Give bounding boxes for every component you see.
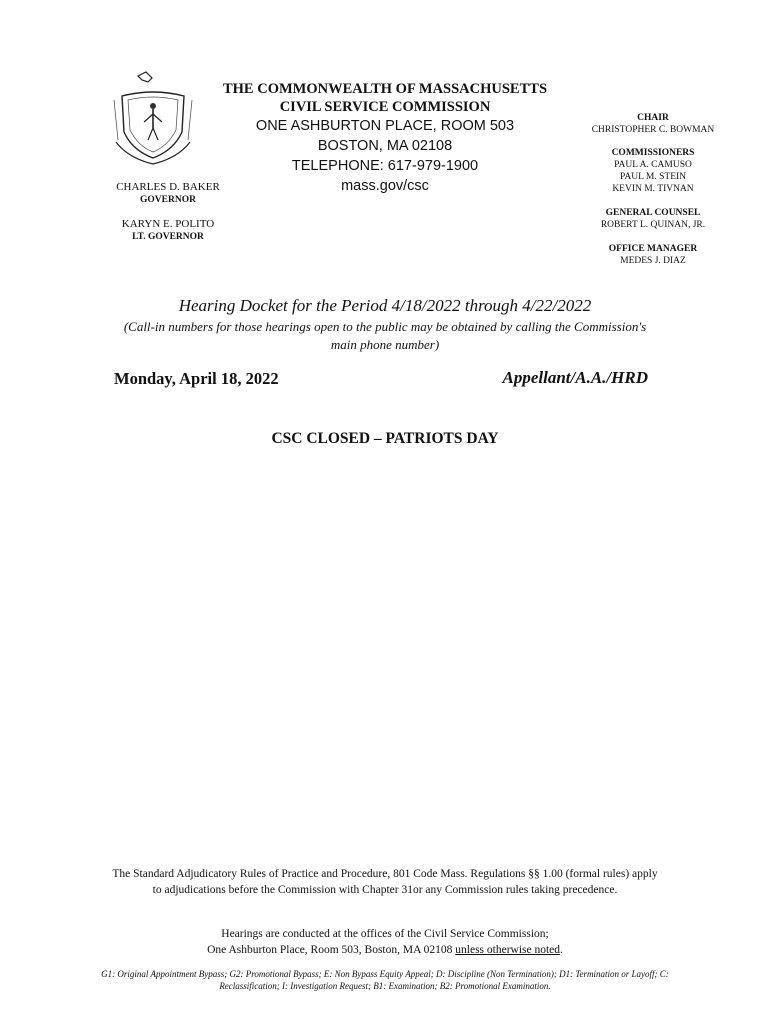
telephone: TELEPHONE: 617-979-1900 bbox=[291, 158, 479, 174]
commissioner-name: PAUL M. STEIN bbox=[619, 172, 687, 182]
unless-otherwise-noted: unless otherwise noted bbox=[455, 944, 561, 956]
commissioners-block bbox=[580, 147, 726, 195]
website: mass.gov/csc bbox=[341, 178, 429, 194]
commissioner-name: PAUL A. CAMUSO bbox=[614, 160, 692, 170]
city-line: BOSTON, MA 02108 bbox=[317, 138, 453, 154]
location-line2 bbox=[110, 942, 660, 958]
location-address: One Ashburton Place, Room 503, Boston, MA 02108 bbox=[207, 944, 456, 956]
commissioners-title: COMMISSIONERS bbox=[611, 148, 695, 158]
lt-governor-title: LT. GOVERNOR bbox=[132, 232, 204, 242]
chair-title: CHAIR bbox=[637, 113, 669, 123]
appellant-column-label: Appellant/A.A./HRD bbox=[502, 368, 648, 387]
commissioner-name: KEVIN M. TIVNAN bbox=[612, 184, 694, 194]
hearing-date: Monday, April 18, 2022 bbox=[114, 369, 279, 388]
commission-name: CIVIL SERVICE COMMISSION bbox=[279, 99, 491, 115]
chair-name: CHRISTOPHER C. BOWMAN bbox=[591, 125, 715, 135]
address-line: ONE ASHBURTON PLACE, ROOM 503 bbox=[255, 118, 515, 134]
governor-name: CHARLES D. BAKER bbox=[116, 181, 220, 193]
manager-title: OFFICE MANAGER bbox=[608, 244, 698, 254]
massachusetts-seal-icon bbox=[108, 70, 198, 166]
counsel-title: GENERAL COUNSEL bbox=[605, 208, 701, 218]
location-end: . bbox=[560, 944, 563, 956]
governor-title: GOVERNOR bbox=[140, 195, 196, 205]
governor-block bbox=[98, 181, 238, 206]
docket-subtitle: (Call-in numbers for those hearings open to the public may be obtained by calling the Commission's main phone number) bbox=[123, 319, 647, 352]
hearing-location bbox=[110, 926, 660, 958]
chair-block bbox=[580, 112, 726, 136]
manager-block bbox=[580, 243, 726, 267]
appeal-code-legend: G1: Original Appointment Bypass; G2: Promotional Bypass; E: Non Bypass Equity Appeal; D: Discipline (Non Termination); D1: Termination or Layoff; C: Reclassification; I: Investigation Request; B1: Examination; B2: Promotional Examination. bbox=[101, 969, 669, 991]
counsel-name: ROBERT L. QUINAN, JR. bbox=[600, 220, 706, 230]
org-name: THE COMMONWEALTH OF MASSACHUSETTS bbox=[222, 81, 548, 97]
closed-notice: CSC CLOSED – PATRIOTS DAY bbox=[271, 430, 499, 447]
counsel-block bbox=[580, 207, 726, 231]
letterhead bbox=[190, 80, 580, 196]
location-line1: Hearings are conducted at the offices of the Civil Service Commission; bbox=[221, 928, 549, 940]
lt-governor-name: KARYN E. POLITO bbox=[121, 218, 215, 230]
rules-notice: The Standard Adjudicatory Rules of Practice and Procedure, 801 Code Mass. Regulations §§ 1.00 (formal rules) apply to adjudications before the Commission with Chapter 31or any Commission rules taking precedence. bbox=[112, 868, 658, 896]
lt-governor-block bbox=[98, 218, 238, 243]
docket-title: Hearing Docket for the Period 4/18/2022 through 4/22/2022 bbox=[178, 296, 592, 315]
manager-name: MEDES J. DIAZ bbox=[620, 256, 686, 266]
